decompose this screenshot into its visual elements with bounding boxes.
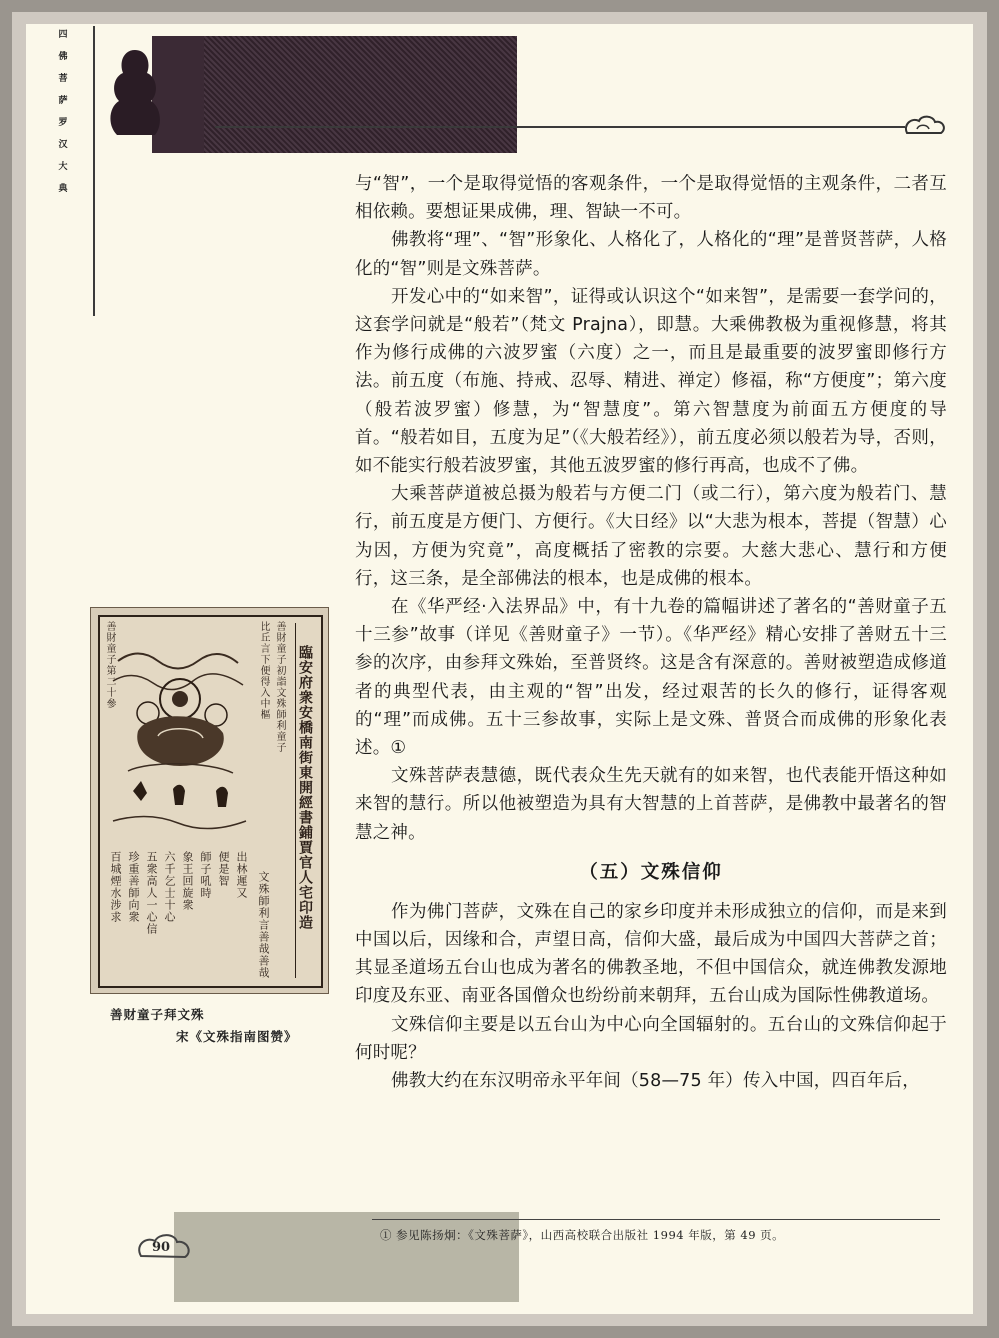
- woodcut-text-col: 五衆高人一心信: [145, 851, 158, 935]
- paragraph: 文殊菩萨表慧德，既代表众生先天就有的如来智，也代表能开悟这种如来智的慧行。所以他被塑造为具有大智慧的上首菩萨，是佛教中最著名的智慧之神。: [355, 766, 947, 843]
- woodcut-text-col: 珍重善師向衆: [127, 851, 140, 923]
- side-title-char: 大: [58, 162, 68, 172]
- side-title-char: 佛: [58, 52, 68, 62]
- header-buddha-silhouette: [105, 45, 165, 145]
- woodcut-text-col: 六千乞士十心: [163, 851, 176, 923]
- side-rule: [93, 26, 95, 316]
- paragraph: 与“智”，一个是取得觉悟的客观条件，一个是取得觉悟的主观条件，二者互相依赖。要想证果成佛，理、智缺一不可。: [355, 174, 947, 223]
- paragraph: 文殊信仰主要是以五台山为中心向全国辐射的。五台山的文殊信仰起于何时呢？: [355, 1014, 947, 1063]
- side-title-char: 典: [58, 184, 68, 194]
- paragraph: 大乘菩萨道被总摄为般若与方便二门（或二行），第六度为般若门、慧行，前五度是方便门、方便行。《大日经》以“大悲为根本，菩提（智慧）心为因，方便为究竟”，高度概括了密教的宗要。大慈大悲心、慧行和方便行，这三条，是全部佛法的根本，也是成佛的根本。: [355, 484, 947, 589]
- woodcut-text-col: 善財童子第二十參: [104, 621, 115, 709]
- side-running-title: [56, 28, 70, 196]
- woodblock-print-image: [90, 607, 329, 994]
- woodcut-text-col: 便是智: [217, 851, 230, 887]
- footer-band: [174, 1212, 519, 1302]
- paragraph: 在《华严经·入法界品》中，有十九卷的篇幅讲述了著名的“善财童子五十三参”故事（详见《善财童子》一节）。《华严经》精心安排了善财五十三参的次序，由参拜文殊始，至普贤终。这是含有深意的。善财被塑造成修道者的典型代表，由主观的“智”出发，经过艰苦的长久的修行，证得客观的“理”而成佛。五十三参故事，实际上是文殊、普贤合而成佛的形象化表述。①: [355, 597, 947, 759]
- woodcut-title-column: [295, 623, 318, 978]
- woodcut-text-col: 善財童子初詣文殊師利童子: [274, 621, 285, 753]
- woodcut-text-col: 出林遲又: [235, 851, 248, 899]
- figure-source: 宋《文殊指南图赞》: [176, 1029, 298, 1044]
- side-title-char: 萨: [58, 96, 68, 106]
- page-number: 90: [152, 1240, 171, 1255]
- woodcut-text-col: 象王回旋衆: [181, 851, 194, 911]
- woodcut-text-col: 師子吼時: [199, 851, 212, 899]
- side-title-char: 罗: [58, 118, 68, 128]
- main-text: [355, 170, 947, 1095]
- header-image-block: [152, 36, 517, 153]
- side-title-char: 菩: [58, 74, 68, 84]
- side-title-char: 汉: [58, 140, 68, 150]
- section-heading: （五）文殊信仰: [579, 861, 723, 883]
- paragraph: 开发心中的“如来智”，证得或认识这个“如来智”，是需要一套学问的，这套学问就是“般若”（梵文 Prajna），即慧。大乘佛教极为重视修慧，将其作为修行成佛的六波罗蜜（六度）之一，而且是最重要的波罗蜜即修行方法。前五度（布施、持戒、忍辱、精进、禅定）修福，称“方便度”；第六度（般若波罗蜜）修慧，为“智慧度”。第六智慧度为前面五方便度的导首。“般若如目，五度为足”（《大般若经》），前五度必须以般若为导，否则，如不能实行般若波罗蜜，其他五波罗蜜的修行再高，也成不了佛。: [355, 286, 947, 477]
- side-title-char: 四: [58, 30, 68, 40]
- paragraph: 作为佛门菩萨，文殊在自己的家乡印度并未形成独立的信仰，而是来到中国以后，因缘和合，声望日高，信仰大盛，最后成为中国四大菩萨之首；其显圣道场五台山也成为著名的佛教圣地，不但中国信众，就连佛教发源地印度及东亚、南亚各国僧众也纷纷前来朝拜，五台山成为国际性佛教道场。: [355, 901, 947, 1007]
- figure-caption: 善财童子拜文殊: [110, 1007, 205, 1022]
- woodcut-text-col: 文殊師利言善哉善哉: [257, 871, 270, 979]
- manjushri-illustration: [108, 641, 250, 841]
- paragraph: 佛教将“理”、“智”形象化、人格化了，人格化的“理”是普贤菩萨，人格化的“智”则是文殊菩萨。: [355, 230, 947, 279]
- header-rule: [215, 126, 905, 128]
- footnote: ① 参见陈扬炯：《文殊菩萨》，山西高校联合出版社 1994 年版，第 49 页。: [380, 1228, 785, 1242]
- footnote-rule: [372, 1219, 940, 1220]
- cloud-ornament-icon: [903, 113, 947, 139]
- woodcut-publisher-text: 臨安府衆安橋南街東開經書鋪賈官人宅印造: [297, 645, 313, 930]
- woodcut-text-col: 百城煙水涉求: [109, 851, 122, 923]
- woodcut-text-col: 比丘言下便得入中樞: [258, 621, 269, 720]
- paragraph: 佛教大约在东汉明帝永平年间（58—75 年）传入中国，四百年后，: [391, 1071, 920, 1092]
